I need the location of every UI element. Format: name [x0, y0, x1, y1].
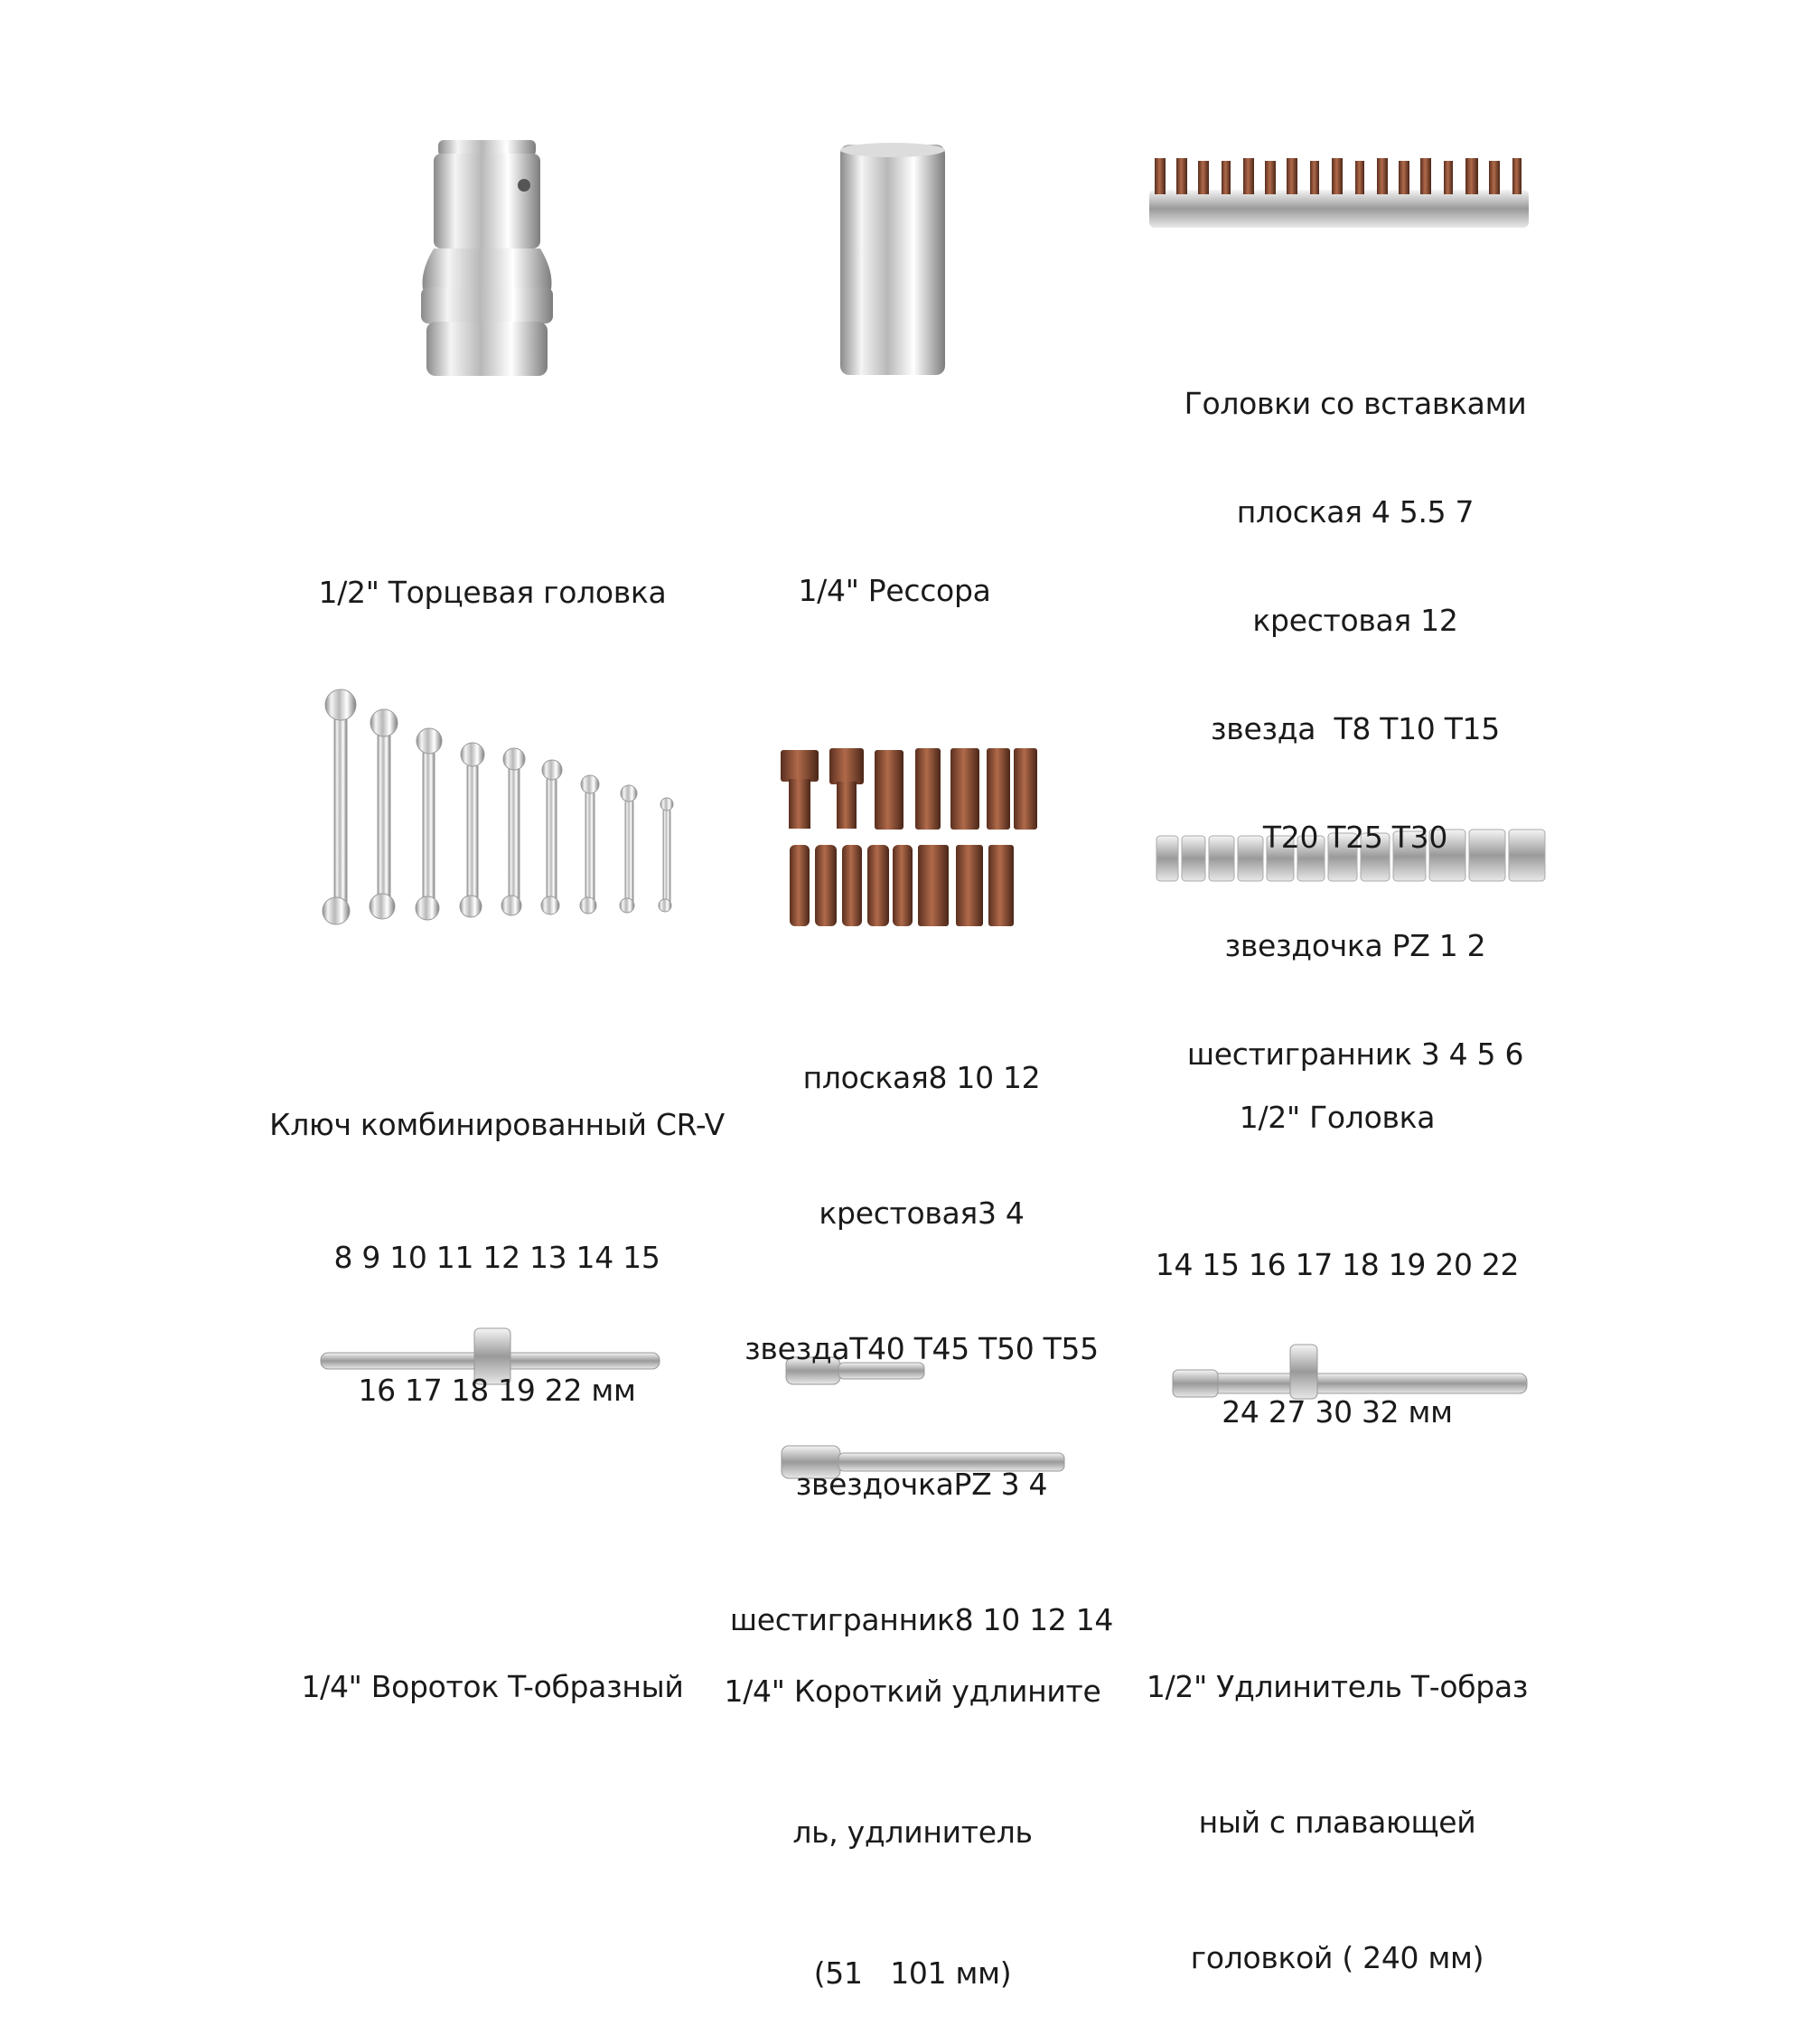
- bit-holder-caption: [678, 478, 1111, 659]
- caption-line: звездочкаPZ 3 4: [795, 1467, 1048, 1502]
- half-inch-sockets-caption: [1120, 999, 1554, 1486]
- caption-line: крестовая3 4: [819, 1195, 1025, 1231]
- impact-bits-image: [781, 748, 1037, 926]
- caption-line: 8 9 10 11 12 13 14 15: [333, 1240, 660, 1275]
- caption-line: звезда T8 T10 T15: [1211, 711, 1500, 746]
- bit-socket-row-image: [1149, 158, 1529, 228]
- caption-line: T20 T25 T30: [1262, 820, 1448, 855]
- caption-line: 1/4" Вороток T-образный: [301, 1669, 684, 1704]
- caption-line: плоская8 10 12: [802, 1060, 1041, 1095]
- caption-line: Ключ комбинированный CR-V: [269, 1107, 725, 1142]
- caption-line: крестовая 12: [1252, 603, 1458, 638]
- combination-wrenches-caption: [244, 1014, 750, 1457]
- caption-line: 24 27 30 32 мм: [1222, 1394, 1453, 1430]
- caption-line: 1/4" Рессора: [798, 573, 991, 608]
- caption-line: (51 101 мм): [813, 1955, 1012, 1991]
- caption-line: шестигранник8 10 12 14: [729, 1602, 1114, 1637]
- caption-line: головкой ( 240 мм): [1190, 1940, 1484, 1975]
- caption-line: шестигранник 3 4 5 6: [1186, 1036, 1524, 1072]
- socket-adapter-caption: [230, 480, 754, 661]
- caption-line: 16 17 18 19 22 мм: [358, 1373, 636, 1408]
- caption-line: 1/2" Торцевая головка: [318, 575, 667, 610]
- caption-line: звездочка PZ 1 2: [1224, 928, 1486, 963]
- caption-line: Головки со вставками: [1184, 386, 1527, 421]
- wrench-set-image: [323, 689, 673, 924]
- caption-line: ль, удлинитель: [792, 1814, 1033, 1850]
- t-extension-caption: [1111, 1574, 1563, 2026]
- t-handle-caption: [239, 1574, 745, 1755]
- caption-line: ный с плавающей: [1198, 1805, 1476, 1840]
- bit-sockets-caption: [1120, 314, 1590, 1109]
- caption-line: 1/2" Головка: [1239, 1100, 1436, 1135]
- caption-line: звездаT40 T45 T50 T55: [744, 1331, 1099, 1366]
- caption-line: плоская 4 5.5 7: [1236, 494, 1475, 530]
- extensions-caption: [687, 1574, 1138, 2044]
- caption-line: 1/4" Короткий удлините: [724, 1674, 1101, 1709]
- caption-line: 14 15 16 17 18 19 20 22: [1155, 1247, 1520, 1282]
- caption-line: 1/2" Удлинитель Т-образ: [1146, 1669, 1529, 1704]
